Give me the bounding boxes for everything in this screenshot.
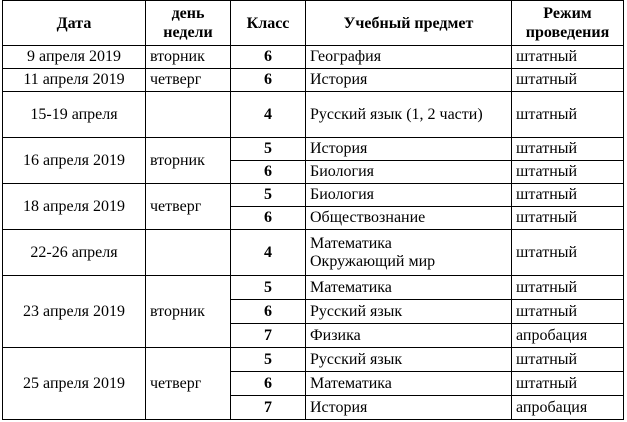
mode-cell: штатный [512,184,624,207]
day-cell: четверг [146,348,231,420]
grade-cell: 5 [231,348,306,372]
subject-cell: Математика [306,276,512,300]
mode-cell: штатный [512,92,624,138]
mode-cell: штатный [512,207,624,230]
mode-cell: штатный [512,69,624,92]
subject-cell: Физика [306,324,512,348]
day-cell: вторник [146,276,231,348]
day-cell: вторник [146,46,231,69]
day-cell: четверг [146,69,231,92]
mode-cell: штатный [512,300,624,324]
grade-cell: 5 [231,184,306,207]
header-row [3,1,624,46]
subject-cell: История [306,69,512,92]
schedule-table [2,0,624,420]
subject-cell: География [306,46,512,69]
subject-cell: История [306,396,512,420]
subject-cell: История [306,138,512,161]
table-row [3,92,624,138]
date-cell: 16 апреля 2019 [3,138,146,184]
grade-cell: 4 [231,230,306,276]
subject-cell: Русский язык [306,348,512,372]
table-row [3,46,624,69]
date-cell: 25 апреля 2019 [3,348,146,420]
header-subject: Учебный предмет [306,1,512,46]
grade-cell: 6 [231,207,306,230]
subject-line: Математика [310,234,392,252]
subject-cell [306,230,512,276]
mode-cell: штатный [512,161,624,184]
mode-cell: штатный [512,138,624,161]
grade-cell: 4 [231,92,306,138]
date-cell: 23 апреля 2019 [3,276,146,348]
day-cell: четверг [146,184,231,230]
header-date: Дата [3,1,146,46]
header-day: день недели [146,1,231,46]
header-mode: Режим проведения [512,1,624,46]
mode-cell: штатный [512,46,624,69]
table-row [3,348,624,372]
mode-cell: апробация [512,396,624,420]
subject-line: Окружающий мир [310,252,436,270]
table-row [3,69,624,92]
subject-cell: Обществознание [306,207,512,230]
grade-cell: 7 [231,324,306,348]
date-cell: 11 апреля 2019 [3,69,146,92]
subject-cell: Биология [306,184,512,207]
day-cell [146,230,231,276]
header-grade: Класс [231,1,306,46]
table-row [3,138,624,161]
mode-cell: штатный [512,230,624,276]
day-cell: вторник [146,138,231,184]
table-row [3,276,624,300]
subject-cell: Русский язык [306,300,512,324]
mode-cell: штатный [512,372,624,396]
subject-cell: Математика [306,372,512,396]
grade-cell: 7 [231,396,306,420]
grade-cell: 6 [231,161,306,184]
date-cell: 18 апреля 2019 [3,184,146,230]
subject-cell: Биология [306,161,512,184]
grade-cell: 5 [231,138,306,161]
grade-cell: 6 [231,300,306,324]
grade-cell: 6 [231,372,306,396]
mode-cell: штатный [512,276,624,300]
date-cell: 22-26 апреля [3,230,146,276]
subject-cell: Русский язык (1, 2 части) [306,92,512,138]
mode-cell: апробация [512,324,624,348]
mode-cell: штатный [512,348,624,372]
grade-cell: 5 [231,276,306,300]
day-cell [146,92,231,138]
table-row [3,184,624,207]
date-cell: 9 апреля 2019 [3,46,146,69]
grade-cell: 6 [231,46,306,69]
date-cell: 15-19 апреля [3,92,146,138]
table-row [3,230,624,276]
grade-cell: 6 [231,69,306,92]
